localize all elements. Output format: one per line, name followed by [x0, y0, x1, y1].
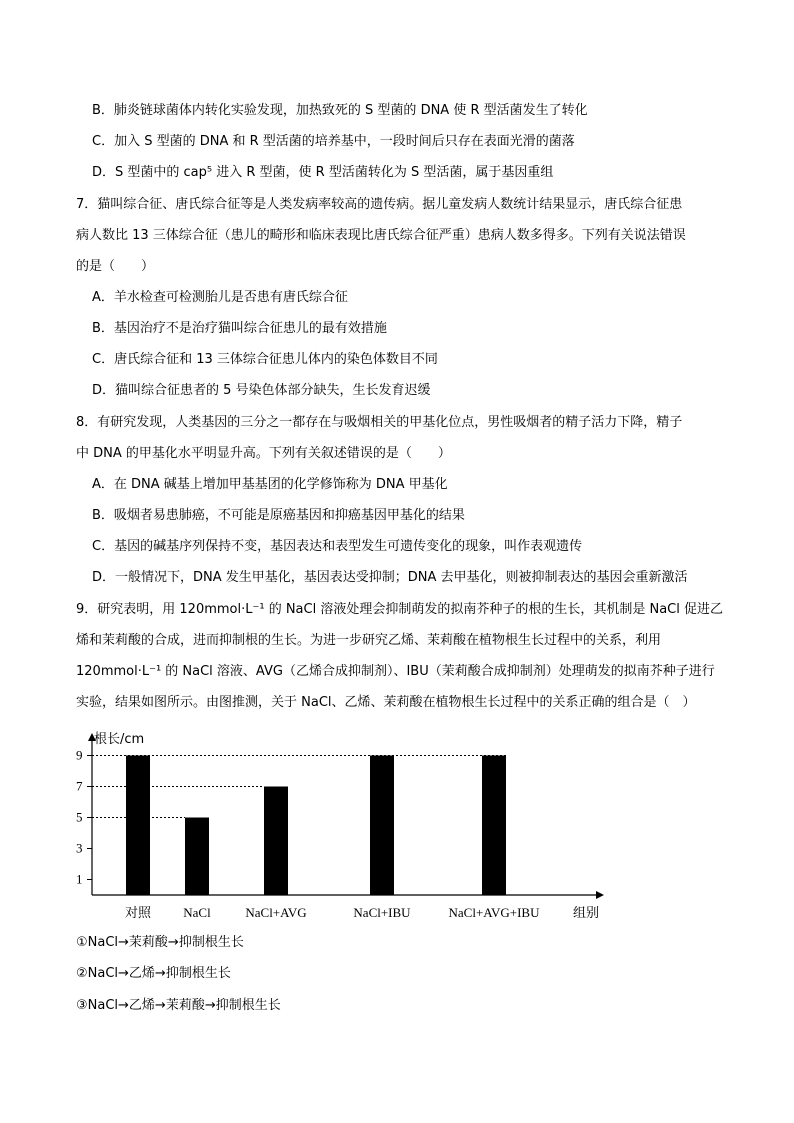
question-9-stem-line-2: 烯和茉莉酸的合成，进而抑制根的生长。为进一步研究乙烯、茉莉酸在植物根生长过程中的关系，利用	[76, 633, 662, 648]
x-axis-arrow	[596, 891, 604, 899]
question-7-stem-line-3: 的是（ ）	[76, 259, 155, 274]
y-tick-label-7: 7	[76, 778, 83, 794]
option-8c: C．基因的碱基序列保持不变，基因表达和表型发生可遗传变化的现象，叫作表观遗传	[92, 539, 583, 554]
y-axis-label: 根长/cm	[94, 732, 145, 747]
y-tick-label-3: 3	[76, 840, 83, 856]
option-8a: A．在 DNA 碱基上增加甲基基团的化学修饰称为 DNA 甲基化	[92, 477, 448, 492]
option-7b: B．基因治疗不是治疗猫叫综合征患儿的最有效措施	[92, 321, 387, 336]
option-8b: B．吸烟者易患肺癌，不可能是原癌基因和抑癌基因甲基化的结果	[92, 508, 465, 523]
x-axis-label: 组别	[573, 906, 600, 921]
category-label-2: NaCl	[183, 905, 211, 920]
option-7d: D．猫叫综合征患者的 5 号染色体部分缺失，生长发育迟缓	[92, 383, 431, 398]
combination-option-2: ②NaCl→乙烯→抑制根生长	[76, 966, 231, 981]
option-6d: D．S 型菌中的 cap⁵ 进入 R 型菌，使 R 型活菌转化为 S 型活菌，属于基因重组	[92, 165, 554, 180]
question-9-stem-line-1: 9．研究表明，用 120mmol·L⁻¹ 的 NaCl 溶液处理会抑制萌发的拟南芥种子的根的生长，其机制是 NaCl 促进乙	[76, 602, 723, 617]
question-9-stem-line-4: 实验，结果如图所示。由图推测，关于 NaCl、乙烯、茉莉酸在植物根生长过程中的关系正确的组合是（ ）	[76, 695, 696, 710]
option-7a: A．羊水检查可检测胎儿是否患有唐氏综合征	[92, 290, 348, 305]
y-tick-label-5: 5	[76, 809, 83, 825]
option-6b: B．肺炎链球菌体内转化实验发现，加热致死的 S 型菌的 DNA 使 R 型活菌发生了转化	[92, 103, 588, 118]
option-6c: C．加入 S 型菌的 DNA 和 R 型活菌的培养基中，一段时间后只存在表面光滑的菌落	[92, 134, 575, 149]
category-label-5: NaCl+AVG+IBU	[448, 905, 540, 920]
question-7-stem-line-1: 7．猫叫综合征、唐氏综合征等是人类发病率较高的遗传病。据儿童发病人数统计结果显示，唐氏综合征患	[76, 197, 683, 212]
question-9-stem-line-3: 120mmol·L⁻¹ 的 NaCl 溶液、AVG（乙烯合成抑制剂）、IBU（茉莉酸合成抑制剂）处理萌发的拟南芥种子进行	[76, 664, 715, 679]
question-8-stem-line-1: 8．有研究发现，人类基因的三分之一都存在与吸烟相关的甲基化位点，男性吸烟者的精子活力下降，精子	[76, 415, 683, 430]
category-label-4: NaCl+IBU	[353, 905, 411, 920]
bar-1	[126, 756, 150, 896]
bar-4	[370, 756, 394, 896]
category-label-1: 对照	[124, 906, 152, 921]
option-8d: D．一般情况下，DNA 发生甲基化，基因表达受抑制；DNA 去甲基化，则被抑制表达的基因会重新激活	[92, 570, 688, 585]
y-tick-label-1: 1	[76, 871, 83, 887]
question-7-stem-line-2: 病人数比 13 三体综合征（患儿的畸形和临床表现比唐氏综合征严重）患病人数多得多。下列有关说法错误	[76, 228, 686, 243]
combination-option-3: ③NaCl→乙烯→茉莉酸→抑制根生长	[76, 998, 281, 1013]
option-7c: C．唐氏综合征和 13 三体综合征患儿体内的染色体数目不同	[92, 352, 438, 367]
category-label-3: NaCl+AVG	[245, 905, 307, 920]
bar-3	[264, 787, 288, 896]
combination-option-1: ①NaCl→茉莉酸→抑制根生长	[76, 935, 244, 950]
bar-2	[185, 818, 209, 896]
bar-5	[482, 756, 506, 896]
question-8-stem-line-2: 中 DNA 的甲基化水平明显升高。下列有关叙述错误的是（ ）	[76, 446, 451, 461]
y-tick-label-9: 9	[76, 747, 83, 763]
